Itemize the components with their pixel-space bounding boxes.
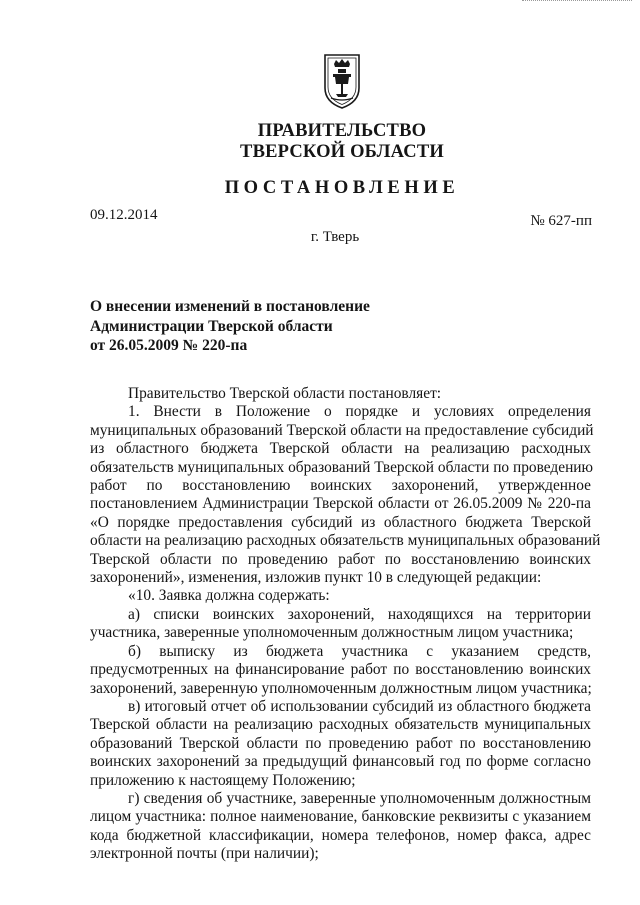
body-line: Тверской области на реализацию расходных обязательств муниципальных xyxy=(90,716,591,734)
document-subject xyxy=(90,297,410,356)
body-line: 1. Внести в Положение о порядке и условиях определения xyxy=(128,403,591,421)
document-city: г. Тверь xyxy=(310,229,360,245)
body-line: муниципальных образований Тверской области на предоставление субсидий xyxy=(90,421,594,439)
body-line: б) выписку из бюджета участника с указанием средств, xyxy=(128,642,591,660)
document-number: № 627-пп xyxy=(530,213,592,229)
document-body xyxy=(90,385,601,864)
coat-of-arms-icon xyxy=(322,52,362,110)
body-line: участника, заверенные уполномоченным должностным лицом участника; xyxy=(90,624,574,642)
body-line: захоронений», изменения, изложив пункт 10 в следующей редакции: xyxy=(90,569,542,587)
subject-line: Администрации Тверской области xyxy=(90,317,333,335)
body-line: в) итоговый отчет об использовании субсидий из областного бюджета xyxy=(128,697,591,715)
body-line: предусмотренных на финансирование работ по восстановлению воинских xyxy=(90,661,591,679)
body-line: из областного бюджета Тверской области на реализацию расходных xyxy=(90,440,591,458)
body-line: кода бюджетной классификации, номера телефонов, номер факса, адрес xyxy=(90,826,591,844)
body-line: г) сведения об участнике, заверенные уполномоченным должностным xyxy=(128,789,591,807)
body-line: воинских захоронений за предыдущий финансовый год по форме согласно xyxy=(90,753,591,771)
body-line: области на реализацию расходных обязательств муниципальных образований xyxy=(90,532,601,550)
body-line: постановлением Администрации Тверской области от 26.05.2009 № 220-па xyxy=(90,495,591,513)
subject-line: О внесении изменений в постановление xyxy=(90,298,370,315)
document-type-heading: ПОСТАНОВЛЕНИЕ xyxy=(224,178,460,198)
body-line: обязательств муниципальных образований Тверской области по проведению xyxy=(90,458,594,476)
body-line: захоронений, заверенную уполномоченным должностным лицом участника; xyxy=(90,679,592,697)
body-line: а) списки воинских захоронений, находящихся на территории xyxy=(128,605,591,623)
body-line: Правительство Тверской области постановляет: xyxy=(128,385,442,402)
document-date: 09.12.2014 xyxy=(90,207,158,223)
body-line: «О порядке предоставления субсидий из областного бюджета Тверской xyxy=(90,513,591,531)
government-title-line1: ПРАВИТЕЛЬСТВО xyxy=(257,121,427,141)
body-line: Тверской области по проведению работ по восстановлению воинских xyxy=(90,550,591,568)
body-line: «10. Заявка должна содержать: xyxy=(128,587,330,605)
body-line: приложению к настоящему Положению; xyxy=(90,771,356,789)
government-title-line2: ТВЕРСКОЙ ОБЛАСТИ xyxy=(240,142,444,162)
body-line: образований Тверской области по проведению работ по восстановлению xyxy=(90,734,591,752)
body-line: лицом участника: полное наименование, банковские реквизиты с указанием xyxy=(90,808,591,826)
body-line: работ по восстановлению воинских захоронений, утвержденное xyxy=(90,477,591,495)
scan-corner-mark xyxy=(522,0,632,3)
body-line: электронной почты (при наличии); xyxy=(90,845,319,863)
subject-line: от 26.05.2009 № 220-па xyxy=(90,337,248,354)
